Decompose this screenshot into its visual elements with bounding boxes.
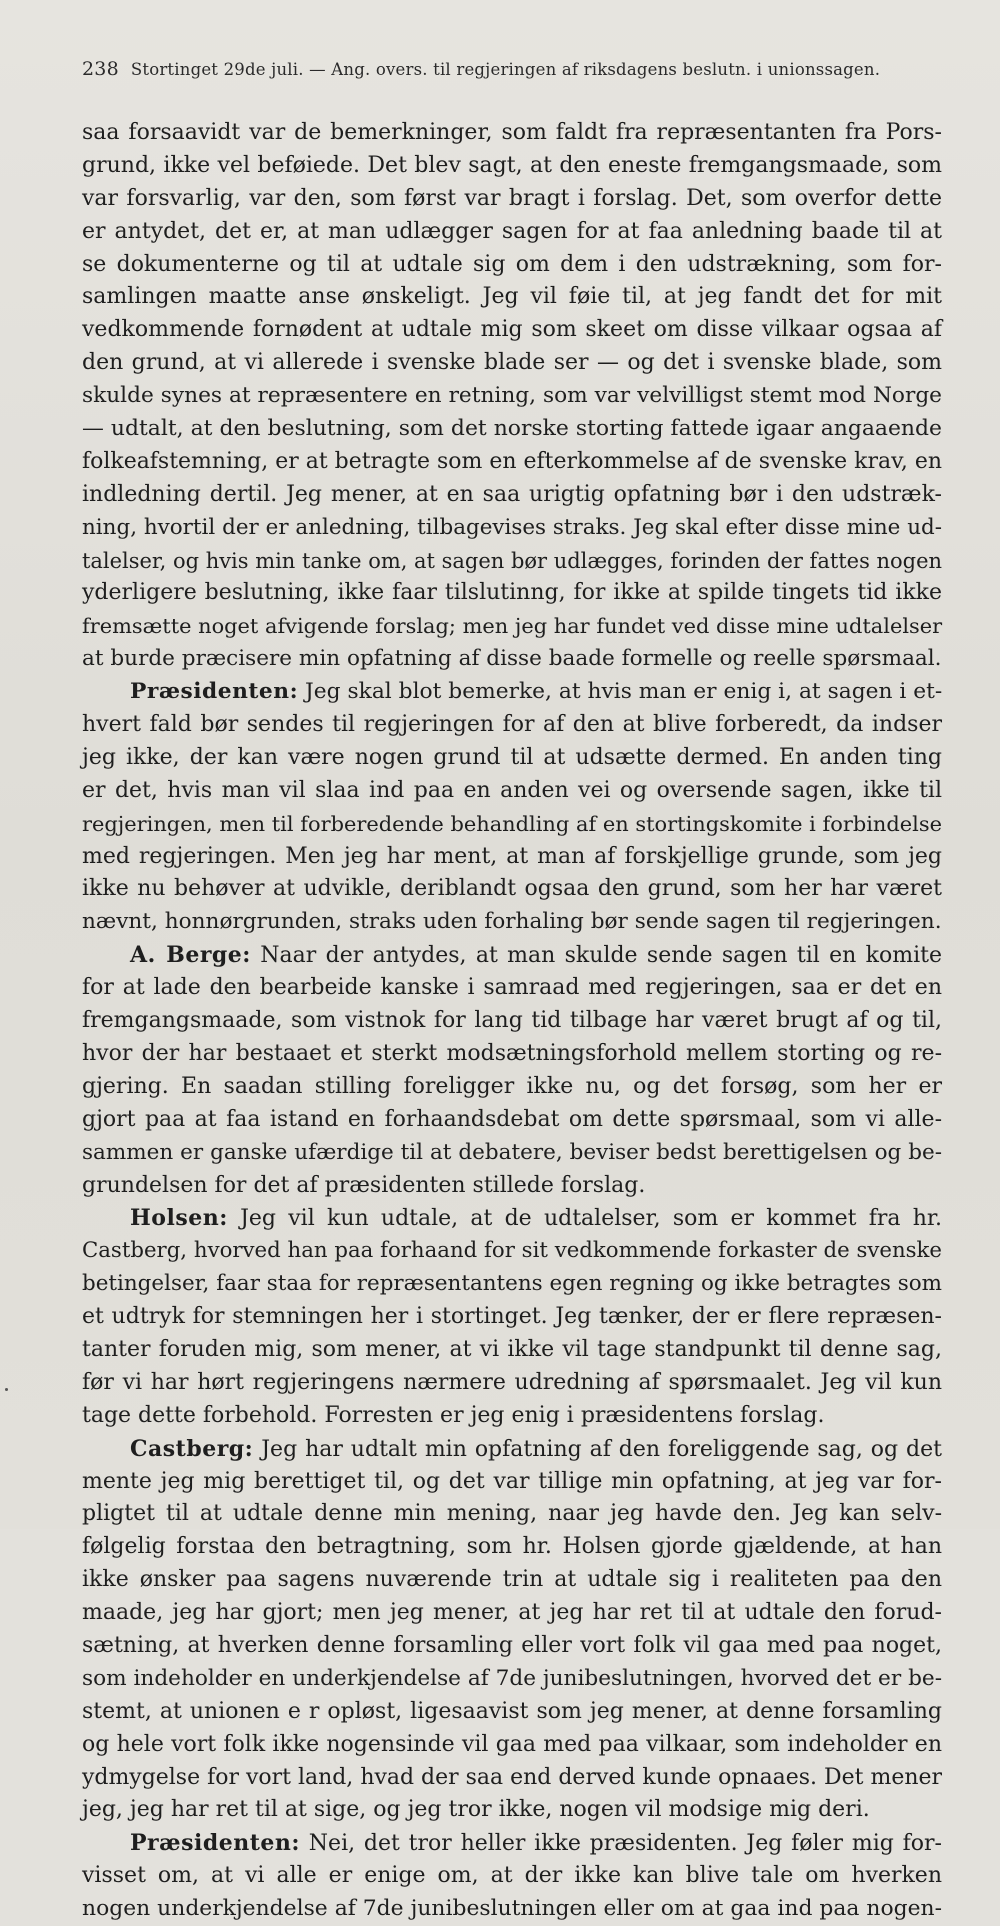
line-text: talelser, og hvis min tanke om, at sagen bør udlægges, forinden der fattes nogen [82, 548, 942, 573]
text-line [82, 742, 942, 775]
line-text: følgelig forstaa den betragtning, som hr. Holsen gjorde gjældende, at han [82, 1534, 942, 1560]
line-text: fremsætte noget afvigende forslag; men jeg har fundet ved disse mine udtalelser [82, 614, 943, 639]
body-text [82, 117, 942, 1926]
page-number: 238 [82, 58, 119, 80]
line-text: for at lade den bearbeide kanske i samraad med regjeringen, saa er det en [82, 975, 942, 1001]
speaker-name: Præsidenten: [130, 1830, 300, 1857]
text-line [82, 1531, 942, 1564]
line-text: visset om, at vi alle er enige om, at der ikke kan blive tale om hverken [82, 1863, 942, 1889]
text-line [82, 1301, 942, 1334]
text-line [82, 1334, 942, 1367]
text-line [82, 347, 942, 380]
line-text: er antydet, det er, at man udlægger sagen for at faa anledning baade til at [82, 218, 942, 244]
speaker-name: Holsen: [130, 1205, 228, 1232]
line-text: den grund, at vi allerede i svenske blade ser — og det i svenske blade, som [82, 350, 942, 376]
text-line [82, 1893, 942, 1926]
speaker-name: Castberg: [130, 1435, 254, 1462]
line-text: er det, hvis man vil slaa ind paa en anden vei og oversende sagen, ikke til [82, 777, 942, 803]
text-line [82, 1170, 942, 1203]
text-line [82, 380, 942, 413]
text-line [82, 150, 942, 183]
line-text: sætning, at hverken denne forsamling eller vort folk vil gaa med paa noget, [82, 1632, 942, 1658]
text-line [82, 676, 942, 709]
line-text: tanter foruden mig, som mener, at vi ikke vil tage standpunkt til denne sag, [82, 1336, 942, 1362]
line-text: ikke nu behøver at udvikle, deriblandt ogsaa den grund, som her har været [82, 876, 942, 902]
text-line [82, 808, 942, 841]
text-line [82, 1202, 942, 1235]
line-text: se dokumenterne og til at udtale sig om dem i den udstrækning, som for- [82, 251, 942, 277]
text-line [82, 1564, 942, 1597]
line-text: ning, hvortil der er anledning, tilbagevises straks. Jeg skal efter disse mine ud- [82, 514, 942, 540]
line-text: at burde præcisere min opfatning af disse baade formelle og reelle spørsmaal. [82, 646, 942, 672]
line-text: nogen underkjendelse af 7de junibeslutningen eller om at gaa ind paa nogen- [82, 1896, 942, 1922]
text-line [82, 775, 942, 808]
text-line [82, 873, 942, 906]
line-text: ydmygelse for vort land, hvad der saa end derved kunde opnaaes. Det mener [82, 1764, 942, 1790]
line-text: hvor der har bestaaet et sterkt modsætningsforhold mellem storting og re- [82, 1040, 942, 1066]
text-line [82, 1498, 942, 1531]
text-line [82, 1860, 942, 1893]
text-line [82, 1663, 942, 1696]
line-text: med regjeringen. Men jeg har ment, at man af forskjellige grunde, som jeg [82, 843, 942, 869]
line-text: folkeafstemning, er at betragte som en efterkommelse af de svenske krav, en [82, 448, 942, 474]
running-title: Stortinget 29de juli. — Ang. overs. til regjeringen af riksdagens beslutn. i unionssagen. [130, 60, 881, 79]
text-line [82, 906, 942, 939]
line-text: Naar der antydes, at man skulde sende sagen til en komite [260, 943, 942, 969]
line-text: saa forsaavidt var de bemerkninger, som faldt fra repræsentanten fra Pors- [82, 120, 942, 145]
text-line [82, 1235, 942, 1268]
text-line [82, 183, 942, 216]
line-text: grund, ikke vel beføiede. Det blev sagt, at den eneste fremgangsmaade, som [82, 152, 942, 178]
page-header [82, 58, 932, 80]
line-text: som indeholder en underkjendelse af 7de junibeslutningen, hvorved det er be- [82, 1665, 942, 1691]
line-text: maade, jeg har gjort; men jeg mener, at jeg har ret til at udtale den forud- [82, 1600, 942, 1626]
line-text: gjering. En saadan stilling foreligger ikke nu, og det forsøg, som her er [82, 1073, 942, 1099]
text-line [82, 939, 942, 972]
speaker-name: Præsidenten: [130, 679, 299, 705]
line-text: Jeg vil kun udtale, at de udtalelser, som er kommet fra hr. [240, 1206, 942, 1232]
line-text: skulde synes at repræsentere en retning, som var velvilligst stemt mod Norge [82, 383, 942, 409]
text-line [82, 1400, 942, 1433]
line-text: Jeg har udtalt min opfatning af den foreliggende sag, og det [261, 1436, 942, 1462]
text-line [82, 1071, 942, 1104]
text-line [82, 1827, 942, 1860]
text-line [82, 1729, 942, 1762]
text-line [82, 1005, 942, 1038]
line-text: stemt, at unionen e r opløst, ligesaavist som jeg mener, at denne forsamling [82, 1698, 942, 1724]
text-line [82, 1696, 942, 1729]
line-text: jeg, jeg har ret til at sige, og jeg tror ikke, nogen vil modsige mig deri. [82, 1797, 870, 1823]
line-text: pligtet til at udtale denne min mening, naar jeg havde den. Jeg kan selv- [82, 1501, 942, 1527]
text-line [82, 577, 942, 610]
text-line [82, 281, 942, 314]
line-text: Castberg, hvorved han paa forhaand for sit vedkommende forkaster de svenske [82, 1238, 942, 1264]
text-line [82, 1762, 942, 1795]
line-text: før vi har hørt regjeringens nærmere udredning af spørsmaalet. Jeg vil kun [82, 1369, 942, 1395]
text-line [82, 1367, 942, 1400]
line-text: vedkommende fornødent at udtale mig som skeet om disse vilkaar ogsaa af [82, 317, 942, 343]
line-text: Jeg skal blot bemerke, at hvis man er enig i, at sagen i et- [305, 679, 943, 705]
text-line [82, 709, 942, 742]
text-line [82, 1597, 942, 1630]
text-line [82, 841, 942, 874]
line-text: jeg ikke, der kan være nogen grund til at udsætte dermed. En anden ting [82, 744, 942, 770]
speaker-name: A. Berge: [130, 942, 251, 969]
line-text: tage dette forbehold. Forresten er jeg enig i præsidentens forslag. [82, 1402, 825, 1428]
text-line [82, 479, 942, 512]
text-line [82, 610, 942, 643]
text-line [82, 1137, 942, 1170]
text-line [82, 1038, 942, 1071]
text-line [82, 1433, 942, 1466]
text-line [82, 545, 942, 578]
line-text: betingelser, faar staa for repræsentantens egen regning og ikke betragtes som [82, 1271, 942, 1297]
text-line [82, 1104, 942, 1137]
text-line [82, 643, 942, 676]
line-text: — udtalt, at den beslutning, som det norske storting fattede igaar angaaende [82, 416, 942, 442]
text-line [82, 512, 942, 545]
text-line [82, 314, 942, 347]
line-text: Nei, det tror heller ikke præsidenten. Jeg føler mig for- [308, 1831, 942, 1857]
text-line [82, 249, 942, 282]
line-text: var forsvarlig, var den, som først var bragt i forslag. Det, som overfor dette [82, 185, 942, 211]
text-line [82, 216, 942, 249]
line-text: ikke ønsker paa sagens nuværende trin at udtale sig i realiteten paa den [82, 1567, 942, 1593]
line-text: samlingen maatte anse ønskeligt. Jeg vil føie til, at jeg fandt det for mit [82, 284, 942, 310]
line-text: fremgangsmaade, som vistnok for lang tid tilbage har været brugt af og til, [82, 1008, 942, 1034]
text-line [82, 1268, 942, 1301]
line-text: sammen er ganske ufærdige til at debatere, beviser bedst berettigelsen og be- [82, 1139, 942, 1165]
text-line [82, 1466, 942, 1499]
line-text: indledning dertil. Jeg mener, at en saa urigtig opfatning bør i den udstræk- [82, 481, 942, 507]
stray-dot [5, 1388, 8, 1391]
line-text: nævnt, honnørgrunden, straks uden forhaling bør sende sagen til regjeringen. [82, 909, 942, 935]
text-line [82, 1794, 942, 1827]
text-line [82, 117, 942, 150]
text-line [82, 413, 942, 446]
text-line [82, 446, 942, 479]
line-text: mente jeg mig berettiget til, og det var tillige min opfatning, at jeg var for- [82, 1468, 942, 1494]
line-text: hvert fald bør sendes til regjeringen for af den at blive forberedt, da indser [82, 712, 942, 738]
line-text: et udtryk for stemningen her i stortinget. Jeg tænker, der er flere repræsen- [82, 1304, 942, 1330]
line-text: og hele vort folk ikke nogensinde vil gaa med paa vilkaar, som indeholder en [82, 1731, 942, 1757]
text-line [82, 1630, 942, 1663]
line-text: regjeringen, men til forberedende behandling af en stortingskomite i forbindelse [82, 811, 942, 836]
line-text: yderligere beslutning, ikke faar tilslutinng, for ikke at spilde tingets tid ikke [82, 580, 942, 606]
line-text: grundelsen for det af præsidenten stillede forslag. [82, 1172, 646, 1198]
text-line [82, 972, 942, 1005]
line-text: gjort paa at faa istand en forhaandsdebat om dette spørsmaal, som vi alle- [82, 1106, 942, 1132]
